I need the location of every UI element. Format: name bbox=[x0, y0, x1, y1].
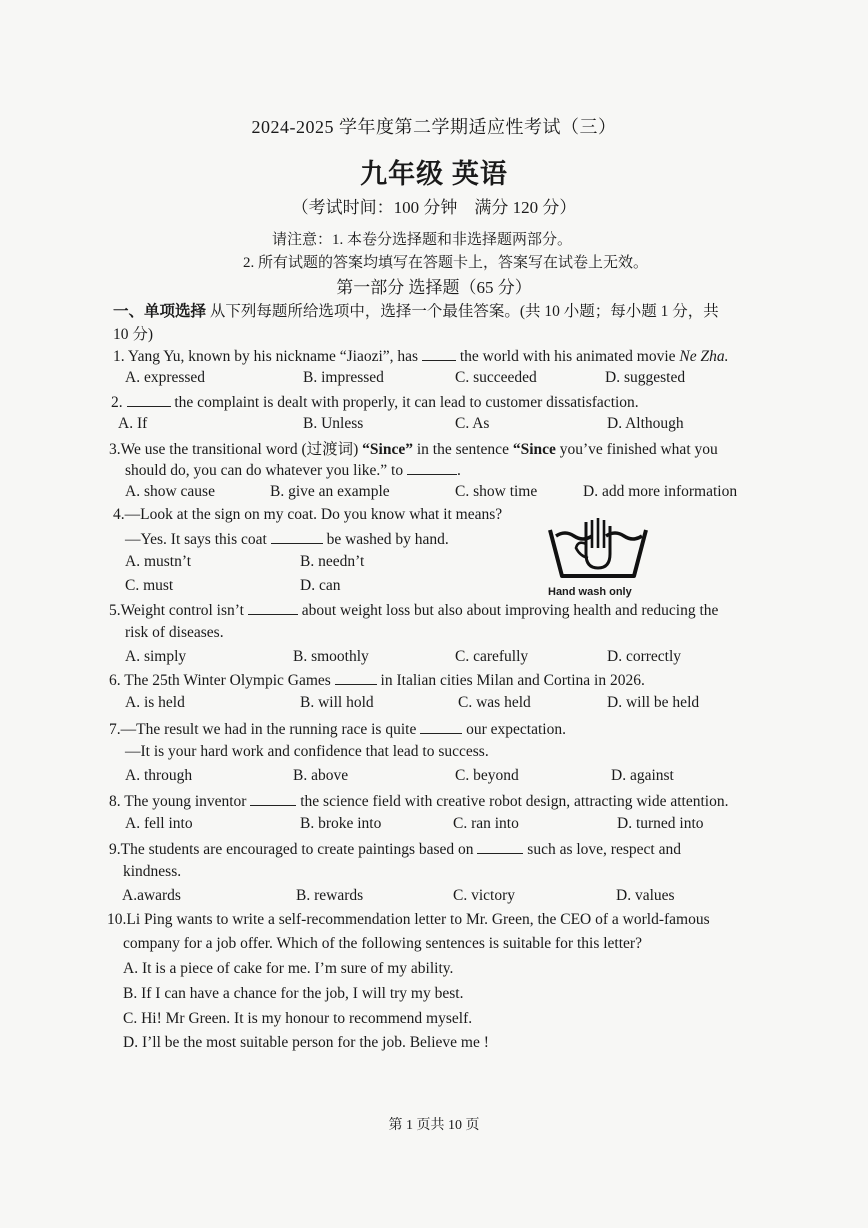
q8-blank bbox=[250, 791, 296, 806]
question-1 bbox=[113, 346, 728, 366]
q5-line1-post: about weight loss but also about improving health and reducing the bbox=[297, 602, 719, 619]
question-3 bbox=[109, 437, 718, 459]
q6-text-post: in Italian cities Milan and Cortina in 2026. bbox=[376, 672, 645, 689]
question-5 bbox=[109, 600, 718, 620]
q1-text-post: the world with his animated movie bbox=[455, 348, 680, 365]
q7-option-b: B. above bbox=[293, 767, 349, 784]
q3-line2-post: . bbox=[456, 462, 461, 479]
q3-option-d: D. add more information bbox=[583, 483, 738, 500]
question-5-line-2: risk of diseases. bbox=[125, 624, 224, 641]
q2-text-pre: 2. bbox=[111, 394, 127, 411]
hand-wash-icon bbox=[548, 518, 648, 580]
q1-movie: Ne Zha. bbox=[679, 348, 729, 365]
q10-option-a: A. It is a piece of cake for me. I’m sure of my ability. bbox=[123, 960, 454, 977]
q2-text-post: the complaint is dealt with properly, it can lead to customer dissatisfaction. bbox=[170, 394, 639, 411]
q8-text-pre: 8. The young inventor bbox=[109, 793, 251, 810]
q9-blank bbox=[477, 839, 523, 854]
q3-text-2: in the sentence bbox=[412, 441, 513, 458]
q6-text-pre: 6. The 25th Winter Olympic Games bbox=[109, 672, 335, 689]
notice-line-2: 2. 所有试题的答案均填写在答题卡上，答案写在试卷上无效。 bbox=[243, 255, 649, 271]
exam-title: 2024-2025 学年度第二学期适应性考试（三） bbox=[251, 117, 617, 137]
q4-line2-pre: —Yes. It says this coat bbox=[125, 531, 271, 548]
part-title: 第一部分 选择题（65 分） bbox=[336, 278, 532, 297]
exam-subject: 九年级 英语 bbox=[360, 159, 508, 189]
q1-option-d: D. suggested bbox=[605, 369, 686, 386]
question-9 bbox=[109, 839, 681, 859]
q10-option-c: C. Hi! Mr Green. It is my honour to recommend myself. bbox=[123, 1010, 473, 1027]
q10-option-b: B. If I can have a chance for the job, I will try my best. bbox=[123, 985, 464, 1002]
exam-time-info: （考试时间：100 分钟 满分 120 分） bbox=[291, 198, 577, 217]
question-9-line-2: kindness. bbox=[123, 863, 182, 880]
q3-option-a: A. show cause bbox=[125, 483, 215, 500]
q2-option-a: A. If bbox=[118, 415, 148, 432]
q8-option-c: C. ran into bbox=[453, 815, 519, 832]
q4-line2-post: be washed by hand. bbox=[322, 531, 449, 548]
question-10: 10.Li Ping wants to write a self-recommendation letter to Mr. Green, the CEO of a world-famous bbox=[107, 911, 710, 928]
q10-option-d: D. I’ll be the most suitable person for the job. Believe me ! bbox=[123, 1034, 489, 1051]
q8-text-post: the science field with creative robot design, attracting wide attention. bbox=[296, 793, 729, 810]
q3-text-1: 3.We use the transitional word (过渡词) bbox=[109, 441, 363, 458]
question-4: 4.—Look at the sign on my coat. Do you know what it means? bbox=[113, 506, 503, 523]
q6-option-b: B. will hold bbox=[300, 694, 374, 711]
q5-option-d: D. correctly bbox=[607, 648, 682, 665]
section-instruction-text: 从下列每题所给选项中，选择一个最佳答案。(共 10 小题；每小题 1 分，共 bbox=[206, 303, 719, 320]
q1-text-pre: 1. Yang Yu, known by his nickname “Jiaozi”, has bbox=[113, 348, 422, 365]
question-8 bbox=[109, 791, 728, 811]
section-lead: 一、单项选择 bbox=[113, 303, 207, 320]
q4-option-b: B. needn’t bbox=[300, 553, 365, 570]
q7-option-a: A. through bbox=[125, 767, 193, 784]
q2-option-d: D. Although bbox=[607, 415, 684, 432]
q6-blank bbox=[335, 670, 377, 685]
question-7-line-2: —It is your hard work and confidence that lead to success. bbox=[125, 743, 489, 760]
page-number: 第 1 页共 10 页 bbox=[388, 1118, 480, 1133]
q4-option-d: D. can bbox=[300, 577, 341, 594]
q3-option-b: B. give an example bbox=[270, 483, 390, 500]
q4-option-c: C. must bbox=[125, 577, 174, 594]
question-3-line-2 bbox=[125, 460, 461, 480]
q5-option-a: A. simply bbox=[125, 648, 187, 665]
q4-option-a: A. mustn’t bbox=[125, 553, 192, 570]
q5-blank bbox=[248, 600, 298, 615]
q6-option-d: D. will be held bbox=[607, 694, 700, 711]
q7-option-d: D. against bbox=[611, 767, 674, 784]
q7-line1-post: our expectation. bbox=[462, 721, 566, 738]
q5-option-c: C. carefully bbox=[455, 648, 529, 665]
q9-option-b: B. rewards bbox=[296, 887, 364, 904]
question-4-line-2 bbox=[125, 529, 449, 549]
question-2 bbox=[111, 392, 639, 412]
q4-blank bbox=[271, 529, 323, 544]
q3-option-c: C. show time bbox=[455, 483, 538, 500]
q2-option-b: B. Unless bbox=[303, 415, 364, 432]
q5-option-b: B. smoothly bbox=[293, 648, 369, 665]
q9-line1-post: such as love, respect and bbox=[523, 841, 681, 858]
section-instruction bbox=[113, 299, 719, 321]
q5-line1-pre: 5.Weight control isn’t bbox=[109, 602, 248, 619]
q8-option-d: D. turned into bbox=[617, 815, 704, 832]
q7-option-c: C. beyond bbox=[455, 767, 519, 784]
q2-option-c: C. As bbox=[455, 415, 490, 432]
q9-option-a: A.awards bbox=[122, 887, 181, 904]
q6-option-c: C. was held bbox=[458, 694, 531, 711]
q7-blank bbox=[420, 719, 462, 734]
q7-line1-pre: 7.—The result we had in the running race is quite bbox=[109, 721, 421, 738]
q9-option-d: D. values bbox=[616, 887, 675, 904]
q9-line1-pre: 9.The students are encouraged to create paintings based on bbox=[109, 841, 478, 858]
q1-option-c: C. succeeded bbox=[455, 369, 537, 386]
q3-word-1: “Since” bbox=[362, 441, 413, 458]
q1-option-a: A. expressed bbox=[125, 369, 206, 386]
q3-line2-pre: should do, you can do whatever you like.” to bbox=[125, 462, 407, 479]
q8-option-a: A. fell into bbox=[125, 815, 193, 832]
question-10-line-2: company for a job offer. Which of the following sentences is suitable for this letter? bbox=[123, 935, 642, 952]
question-7 bbox=[109, 719, 566, 739]
q1-option-b: B. impressed bbox=[303, 369, 384, 386]
q2-blank bbox=[127, 392, 171, 407]
q1-blank bbox=[422, 346, 456, 361]
question-6 bbox=[109, 670, 645, 690]
q3-text-3: you’ve finished what you bbox=[555, 441, 718, 458]
section-instruction-cont: 10 分) bbox=[113, 326, 154, 343]
q9-option-c: C. victory bbox=[453, 887, 515, 904]
hand-wash-label: Hand wash only bbox=[548, 586, 632, 598]
notice-line-1: 请注意：1. 本卷分选择题和非选择题两部分。 bbox=[272, 232, 573, 248]
q3-blank bbox=[407, 460, 457, 475]
q6-option-a: A. is held bbox=[125, 694, 185, 711]
q3-word-2: “Since bbox=[512, 441, 556, 458]
q8-option-b: B. broke into bbox=[300, 815, 382, 832]
